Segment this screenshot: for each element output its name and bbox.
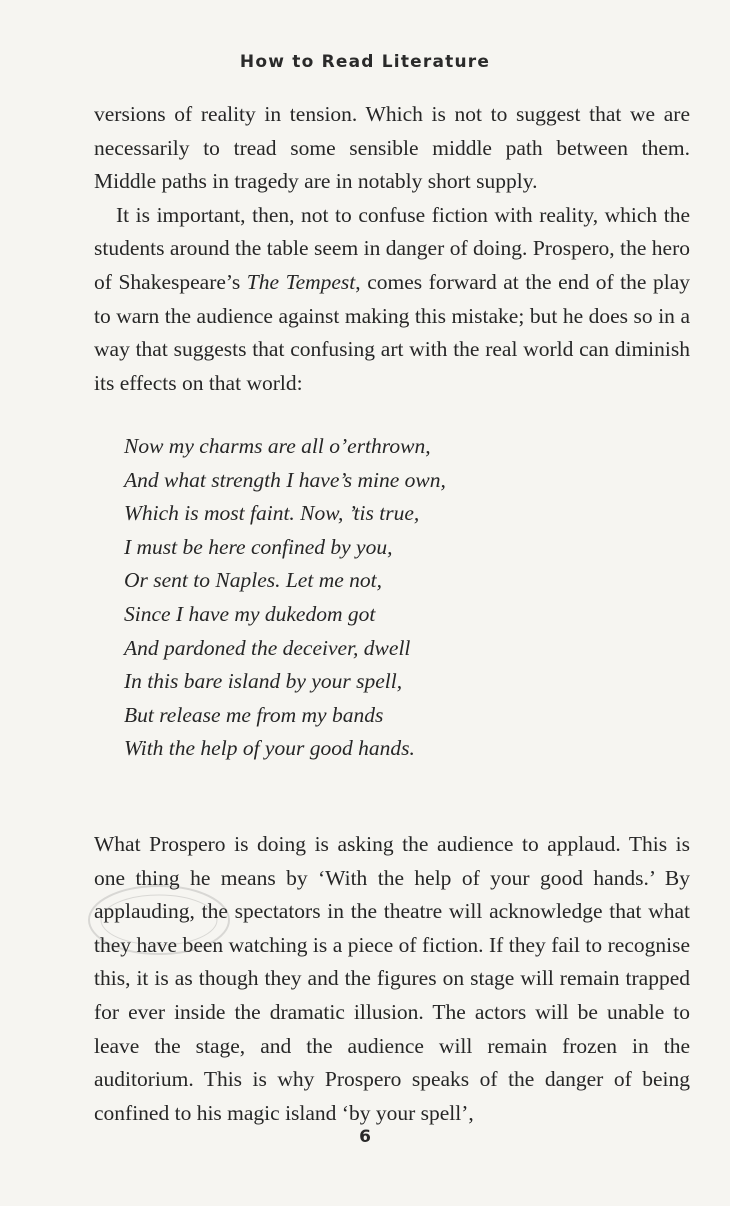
verse-line: Or sent to Naples. Let me not, (124, 568, 382, 593)
verse-line: But release me from my bands (124, 702, 384, 727)
paragraph-continuation: versions of reality in tension. Which is not to suggest that we are necessarily to tread some sensible middle path between them. Middle paths in tragedy are in notably short supply. (94, 102, 690, 194)
body-text-top (94, 98, 690, 400)
verse-line: Which is most faint. Now, ’tis true, (124, 501, 420, 526)
body-text-bottom (94, 828, 690, 1130)
paragraph-applause: What Prospero is doing is asking the audience to applaud. This is one thing he means by ‘With the help of your good hands.’ By applauding, the spectators in the theatre will acknowledge that what they have been watching is a piece of fiction. If they fail to recognise this, it is as though they and the figures on stage will remain trapped for ever inside the dramatic illusion. The actors will be unable to leave the stage, and the audience will remain frozen in the auditorium. This is why Prospero speaks of the danger of being confined to his magic island ‘by your spell’, (94, 832, 690, 1125)
verse-line: Now my charms are all o’erthrown, (124, 434, 431, 458)
verse-line: And what strength I have’s mine own, (124, 467, 446, 492)
watermark-stamp (84, 880, 234, 960)
verse-quotation (124, 430, 446, 766)
verse-line: I must be here confined by you, (124, 534, 393, 559)
page-number: 6 (359, 1127, 371, 1147)
play-title: The Tempest (246, 269, 356, 294)
verse-line: In this bare island by your spell, (124, 669, 403, 694)
verse-line: And pardoned the deceiver, dwell (124, 635, 411, 660)
verse-line: With the help of your good hands. (124, 736, 415, 761)
paragraph-prospero-intro: It is important, then, not to confuse fiction with reality, which the students around the table seem in danger of doing. Prospero, the hero of Shakespeare’s The Tempest, comes forward at the end of the play to warn the audience against making this mistake; but he does so in a way that suggests that confusing art with the real world can diminish its effects on that world: (94, 202, 690, 395)
verse-line: Since I have my dukedom got (124, 601, 376, 626)
running-header: How to Read Literature (239, 52, 491, 72)
